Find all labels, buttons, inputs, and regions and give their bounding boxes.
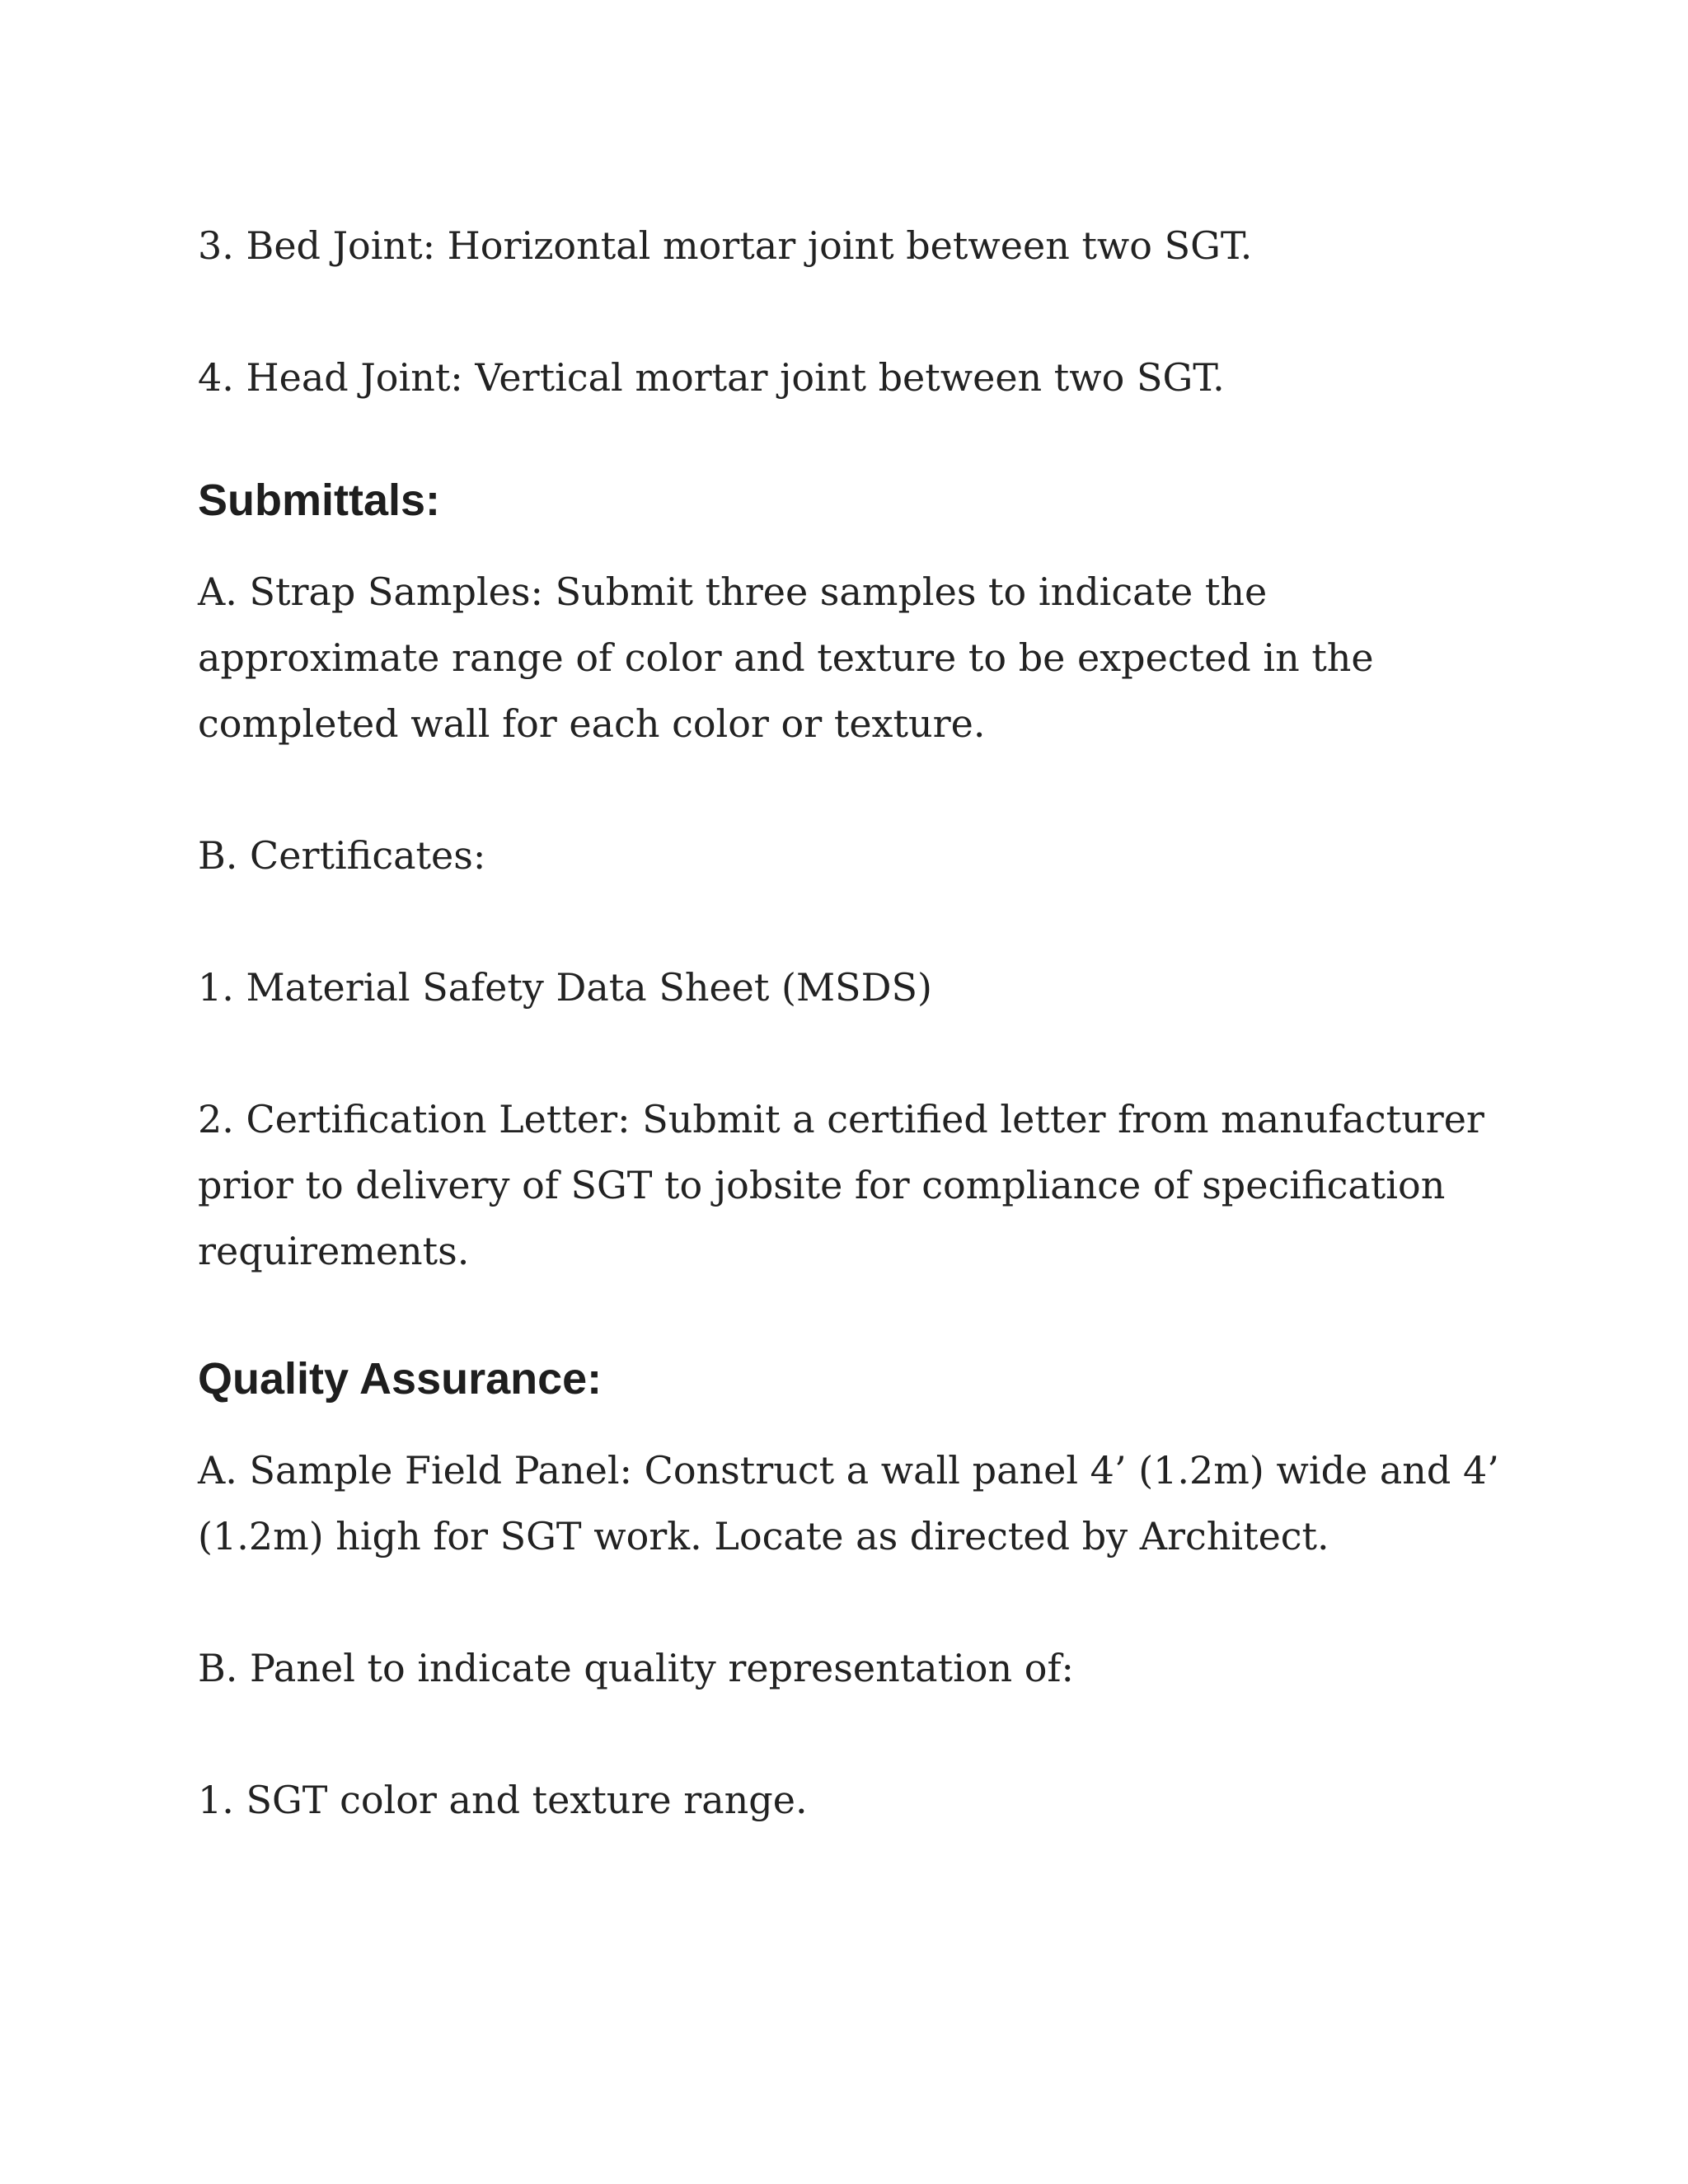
head-joint-item: 4. Head Joint: Vertical mortar joint between two SGT. <box>198 355 1225 400</box>
bed-joint-item: 3. Bed Joint: Horizontal mortar joint between two SGT. <box>198 223 1253 268</box>
panel-quality-item: B. Panel to indicate quality representation of: <box>198 1646 1074 1690</box>
quality-assurance-heading: Quality Assurance: <box>198 1354 603 1404</box>
strap-samples-item: A. Strap Samples: Submit three samples to indicate the approximate range of color and texture to be expected in the completed wall for each color or texture. <box>198 569 1374 746</box>
sample-field-panel-item: A. Sample Field Panel: Construct a wall panel 4’ (1.2m) wide and 4’ (1.2m) high for SGT work. Locate as directed by Architect. <box>198 1448 1499 1558</box>
sgt-color-texture-item: 1. SGT color and texture range. <box>198 1778 808 1822</box>
certificates-item: B. Certificates: <box>198 833 486 878</box>
submittals-heading: Submittals: <box>198 476 441 525</box>
document-body <box>198 213 1500 1899</box>
certification-letter-item: 2. Certification Letter: Submit a certified letter from manufacturer prior to delivery of SGT to jobsite for compliance of specification requirements. <box>198 1097 1484 1273</box>
msds-item: 1. Material Safety Data Sheet (MSDS) <box>198 965 932 1010</box>
